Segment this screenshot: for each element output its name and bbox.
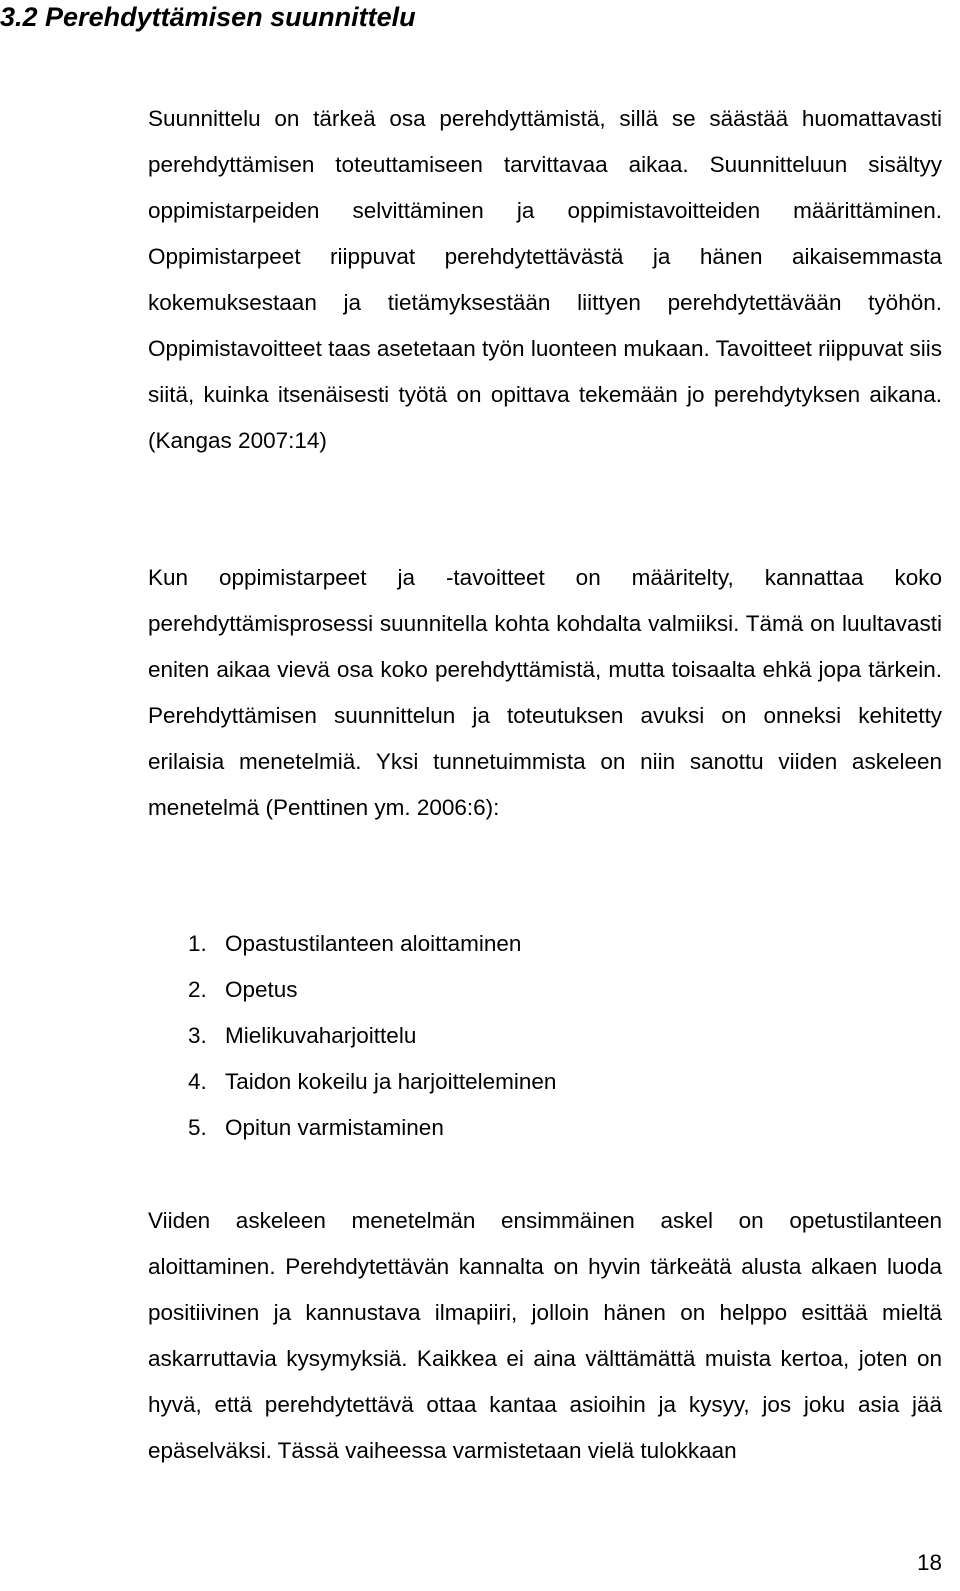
paragraph-planning-intro: Suunnittelu on tärkeä osa perehdyttämistä, sillä se säästää huomattavasti perehdyttämisen toteuttamiseen tarvittavaa aikaa. Suunnitteluun sisältyy oppimistarpeiden selvittäminen ja oppimistavoitteiden määrittäminen. Oppimistarpeet riippuvat perehdytettävästä ja hänen aikaisemmasta kokemuksestaan ja tietämyksestään liittyen perehdytettävään työhön. Oppimistavoitteet taas asetetaan työn luonteen mukaan. Tavoitteet riippuvat siis siitä, kuinka itsenäisesti työtä on opittava tekemään jo perehdytyksen aikana. (Kangas 2007:14) xyxy=(148,106,942,453)
list-item-number: 4. xyxy=(188,1069,207,1094)
list-item-text: Taidon kokeilu ja harjoitteleminen xyxy=(225,1069,557,1094)
five-step-list xyxy=(188,921,556,1151)
paragraph-five-step-method: Kun oppimistarpeet ja -tavoitteet on määritelty, kannattaa koko perehdyttämisprosessi suunnitella kohta kohdalta valmiiksi. Tämä on luultavasti eniten aikaa vievä osa koko perehdyttämistä, mutta toisaalta ehkä jopa tärkein. Perehdyttämisen suunnittelun ja toteutuksen avuksi on onneksi kehitetty erilaisia menetelmiä. Yksi tunnetuimmista on niin sanottu viiden askeleen menetelmä (Penttinen ym. 2006:6): xyxy=(148,565,942,820)
list-item-text: Opetus xyxy=(225,977,298,1002)
list-item xyxy=(188,1105,556,1151)
list-item-text: Mielikuvaharjoittelu xyxy=(225,1023,417,1048)
list-item xyxy=(188,1013,556,1059)
page-number: 18 xyxy=(916,1550,942,1575)
list-item xyxy=(188,921,556,967)
list-item-text: Opitun varmistaminen xyxy=(225,1115,444,1140)
list-item xyxy=(188,1059,556,1105)
list-item-number: 3. xyxy=(188,1023,207,1048)
section-heading: 3.2 Perehdyttämisen suunnittelu xyxy=(0,2,416,32)
list-item xyxy=(188,967,556,1013)
list-item-text: Opastustilanteen aloittaminen xyxy=(225,931,522,956)
list-item-number: 5. xyxy=(188,1115,207,1140)
list-item-number: 2. xyxy=(188,977,207,1002)
paragraph-first-step: Viiden askeleen menetelmän ensimmäinen askel on opetustilanteen aloittaminen. Perehdytettävän kannalta on hyvin tärkeätä alusta alkaen luoda positiivinen ja kannustava ilmapiiri, jolloin hänen on helppo esittää mieltä askarruttavia kysymyksiä. Kaikkea ei aina välttämättä muista kertoa, joten on hyvä, että perehdytettävä ottaa kantaa asioihin ja kysyy, jos joku asia jää epäselväksi. Tässä vaiheessa varmistetaan vielä tulokkaan xyxy=(148,1208,942,1463)
list-item-number: 1. xyxy=(188,931,207,956)
